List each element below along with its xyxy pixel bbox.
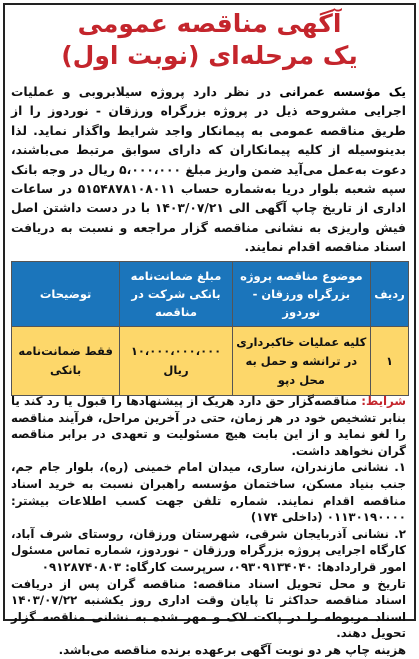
conditions-text: مناقصه‌گزار حق دارد هریک از پیشنهادها را قبول یا رد کند یا بنابر تشخیص خود در هر زمان، حتی در آخرین مراحل، فرآیند مناقصه را لغو نماید و از این بابت هیچ مسئولیت و تعهدی در برابر مناقصه گران نخواهد داشت.	[11, 394, 406, 458]
header-subject: موضوع مناقصه پروژه بزرگراه ورزقان - نوردوز	[232, 262, 370, 327]
notice-subtitle: یک مرحله‌ای (نوبت اول)	[61, 41, 358, 70]
notice-body	[11, 393, 406, 659]
cell-row-number: ۱	[370, 327, 408, 396]
conditions-label: شرایط:	[361, 394, 406, 408]
organization-name: یک مؤسسه عمرانی	[279, 85, 406, 99]
conditions-paragraph	[11, 393, 406, 459]
delivery-label: تاریخ و محل تحویل اسناد مناقصه:	[192, 576, 406, 591]
notice-title: آگهی مناقصه عمومی	[77, 9, 342, 38]
header-row-number: ردیف	[370, 262, 408, 327]
intro-paragraph	[11, 83, 406, 258]
cell-notes: فقط ضمانت‌نامه بانکی	[12, 327, 120, 396]
table-row	[12, 327, 409, 396]
address-1: ۱. نشانی مازندران، ساری، میدان امام خمینی (ره)، بلوار جام جم، جنب بنیاد مسکن، ساختمان مؤسسه راهبران نسبت به خرید اسناد مناقصه اقدام نمایند. شماره تلفن جهت کسب اطلاعات بیشتر: ۰۱۱۳۰۱۹۰۰۰۰ (داخلی ۱۷۴)	[11, 460, 406, 525]
address-2: ۲. نشانی آذربایجان شرقی، شهرستان ورزقان، روستای شرف آباد، کارگاه اجرایی پروژه بزرگراه ورزقان - نوردوز، شماره تماس مسئول امور قراردادها: ۰۹۳۰۹۱۳۴۰۴۰، سرپرست کارگاه: ۰۹۱۲۸۷۴۰۸۰۳	[11, 526, 406, 574]
cell-guarantee: ۱۰،۰۰۰،۰۰۰،۰۰۰ ریال	[120, 327, 232, 396]
tender-table	[11, 261, 409, 396]
cost-note: هزینه چاپ هر دو نوبت آگهی برعهده برنده مناقصه می‌باشد.	[58, 642, 406, 657]
intro-text: در نظر دارد پروژه سیلابروبی و عملیات اجرایی مشروحه ذیل در پروژه بزرگراه ورزقان - نوردوز را از طریق مناقصه عمومی به پیمانکار واجد شرایط واگذار نماید. لذا بدینوسیله از کلیه پیمانکاران که دارای سوابق مرتبط می‌باشند، دعوت به‌عمل می‌آید ضمن واریز مبلغ ۵،۰۰۰،۰۰۰ ریال در وجه بانک سپه شعبه بلوار دریا به‌شماره حساب ۵۱۵۴۸۷۸۱۰۸۰۱۱ در ساعات اداری از تاریخ چاپ آگهی الی ۱۴۰۳/۰۷/۲۱ با در دست داشتن اصل فیش واریزی به نشانی مناقصه گزار مراجعه و نسبت به دریافت اسناد مناقصه اقدام نمایند.	[11, 85, 407, 255]
header-guarantee: مبلغ ضمانت‌نامه بانکی شرکت در مناقصه	[120, 262, 232, 327]
header-notes: توضیحات	[12, 262, 120, 327]
delivery-text: مناقصه گران پس از دریافت اسناد مناقصه حداکثر تا پایان وقت اداری روز یکشنبه ۱۴۰۳/۰۷/۲۲ اسناد مربوطه را در پاکت لاک و مهر شده به نشانی مناقصه گزار تحویل دهند.	[11, 576, 406, 641]
tender-notice	[3, 3, 416, 657]
table-header-row	[12, 262, 409, 327]
delivery-paragraph	[11, 576, 406, 642]
cell-subject: کلیه عملیات خاکبرداری در ترانشه و حمل به محل دپو	[232, 327, 370, 396]
